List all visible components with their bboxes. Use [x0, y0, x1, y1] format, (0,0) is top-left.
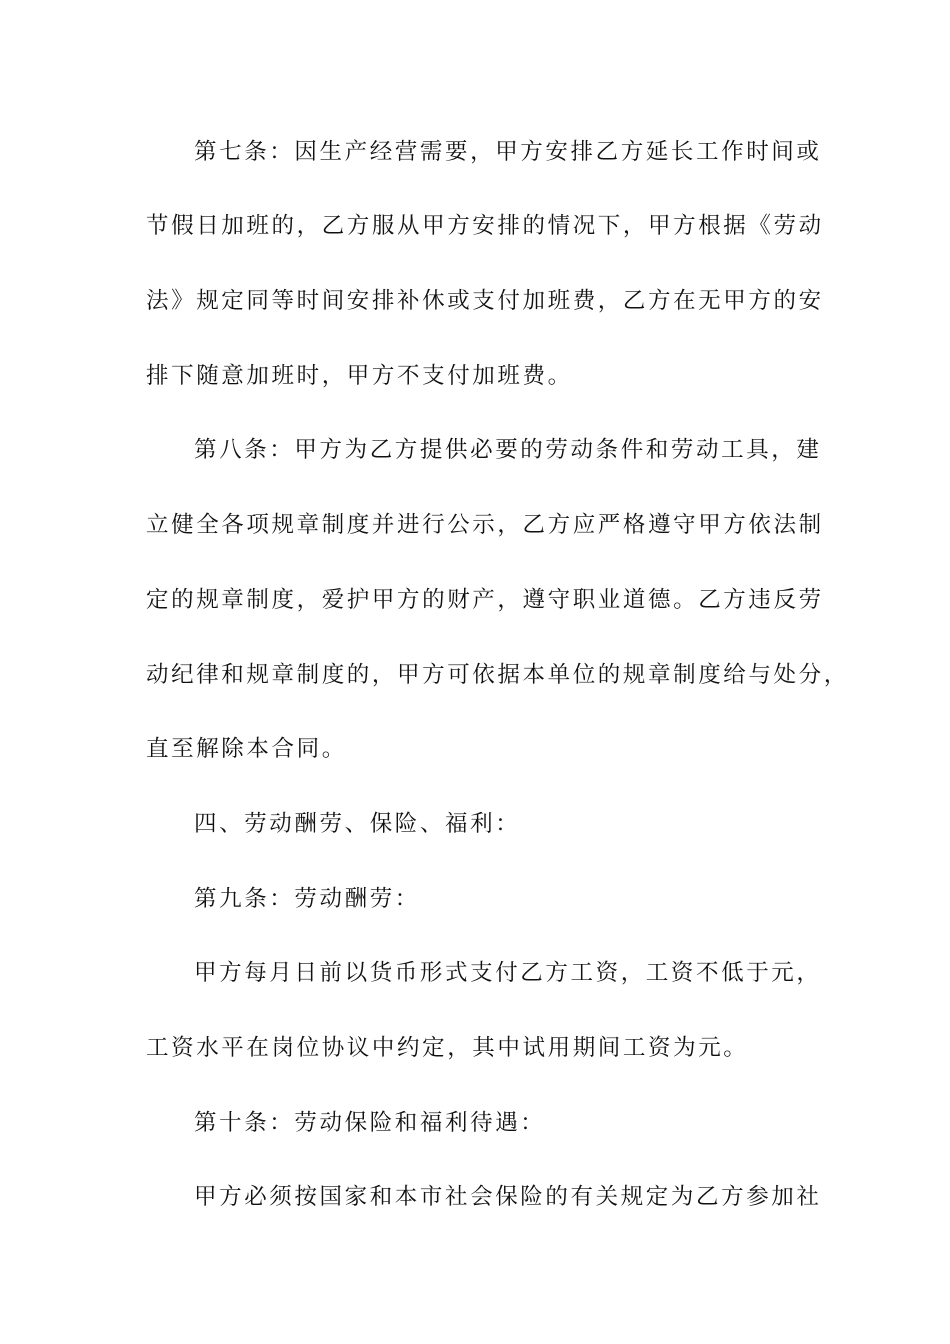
- article-8-line-1: 第八条：甲方为乙方提供必要的劳动条件和劳动工具，建: [194, 437, 822, 463]
- article-7-line-4: 排下随意加班时，甲方不支付加班费。: [146, 363, 573, 389]
- article-7-line-3: 法》规定同等时间安排补休或支付加班费，乙方在无甲方的安: [146, 288, 824, 314]
- article-9-line-2: 工资水平在岗位协议中约定，其中试用期间工资为元。: [146, 1035, 749, 1061]
- section-4-heading: 四、劳动酬劳、保险、福利：: [194, 811, 521, 837]
- article-10-line-1: 甲方必须按国家和本市社会保险的有关规定为乙方参加社: [194, 1184, 822, 1210]
- article-7-line-1: 第七条：因生产经营需要，甲方安排乙方延长工作时间或: [194, 139, 822, 165]
- article-8-line-4: 动纪律和规章制度的，甲方可依据本单位的规章制度给与处分，: [146, 662, 849, 688]
- article-8-line-5: 直至解除本合同。: [146, 736, 347, 762]
- article-9-line-1: 甲方每月日前以货币形式支付乙方工资，工资不低于元，: [194, 960, 822, 986]
- article-8-line-2: 立健全各项规章制度并进行公示，乙方应严格遵守甲方依法制: [146, 512, 824, 538]
- article-8-line-3: 定的规章制度，爱护甲方的财产，遵守职业道德。乙方违反劳: [146, 587, 824, 613]
- article-7-line-2: 节假日加班的，乙方服从甲方安排的情况下，甲方根据《劳动: [146, 213, 824, 239]
- article-9-heading: 第九条：劳动酬劳：: [194, 886, 420, 912]
- article-10-heading: 第十条：劳动保险和福利待遇：: [194, 1110, 546, 1136]
